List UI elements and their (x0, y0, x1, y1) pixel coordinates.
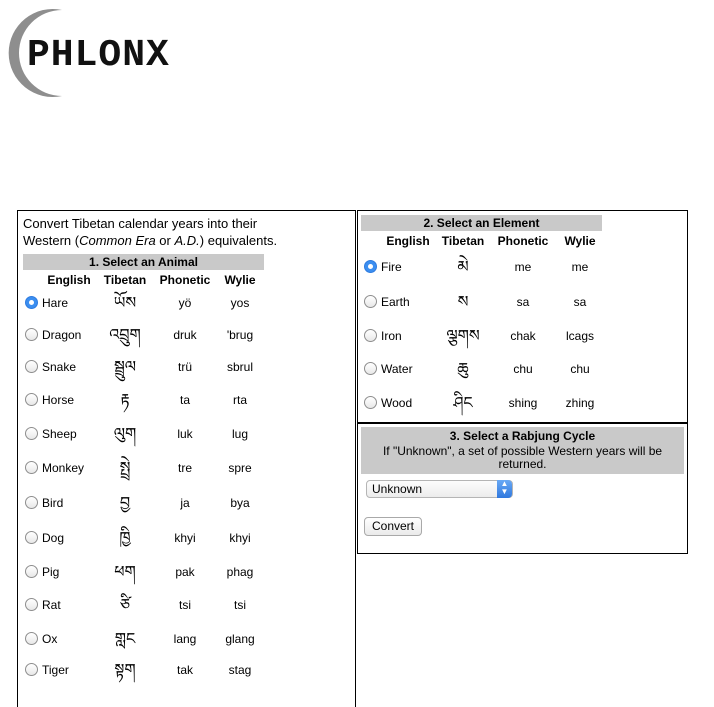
element-english[interactable]: Wood (381, 396, 413, 410)
animal-radio[interactable] (25, 461, 38, 474)
animal-col-wylie: Wylie (224, 273, 256, 287)
element-row (358, 290, 687, 314)
animal-row (18, 323, 355, 347)
animal-phonetic: tak (176, 663, 193, 677)
element-row (358, 324, 687, 348)
animal-tibetan: གླང (114, 629, 136, 648)
element-col-wylie: Wylie (564, 234, 596, 248)
intro-line-2-pre: Western ( (23, 233, 80, 248)
element-tibetan: ཤིང (453, 393, 473, 412)
animal-english[interactable]: Pig (42, 565, 60, 579)
rabjung-note: If "Unknown", a set of possible Western years will be returned. (382, 444, 663, 471)
element-tibetan: ས (457, 292, 469, 311)
element-row (358, 255, 687, 279)
animal-english[interactable]: Ox (42, 632, 58, 646)
element-col-english: English (386, 234, 430, 248)
animal-radio[interactable] (25, 393, 38, 406)
animal-row (18, 291, 355, 315)
intro-ad: A.D. (174, 233, 200, 248)
animal-wylie: stag (228, 663, 252, 677)
animal-radio[interactable] (25, 427, 38, 440)
element-phonetic: shing (508, 396, 538, 410)
animal-radio[interactable] (25, 296, 38, 309)
animal-wylie: khyi (229, 531, 251, 545)
animal-english[interactable]: Horse (42, 393, 75, 407)
animal-tibetan: ཙི (119, 595, 131, 614)
animal-tibetan: སྟག (114, 660, 136, 679)
element-tibetan: ཆུ (457, 359, 469, 378)
animal-tibetan: འབྲུག (109, 325, 141, 344)
element-col-phonetic: Phonetic (497, 234, 549, 248)
animal-english[interactable]: Dragon (42, 328, 82, 342)
intro-text (23, 215, 343, 249)
animal-row (18, 456, 355, 480)
animal-tibetan: སྦྲུལ (113, 357, 137, 376)
animal-english[interactable]: Tiger (42, 663, 69, 677)
animal-english[interactable]: Rat (42, 598, 61, 612)
element-phonetic: chak (510, 329, 536, 343)
animal-row (18, 560, 355, 584)
logo-text: PHLONX (27, 34, 170, 77)
animal-radio[interactable] (25, 598, 38, 611)
animal-wylie: tsi (234, 598, 246, 612)
rabjung-section-heading: 3. Select a Rabjung Cycle (449, 429, 596, 443)
element-wylie: chu (570, 362, 590, 376)
animal-phonetic: yö (178, 296, 192, 310)
rabjung-header (361, 427, 684, 474)
animal-wylie: glang (225, 632, 255, 646)
animal-wylie: lug (231, 427, 248, 441)
animal-english[interactable]: Snake (42, 360, 77, 374)
element-radio[interactable] (364, 396, 377, 409)
animal-phonetic: ta (179, 393, 190, 407)
element-tibetan: མེ (457, 257, 469, 276)
animal-radio[interactable] (25, 360, 38, 373)
animal-tibetan: སྤྲེ (119, 458, 131, 477)
animal-wylie: yos (230, 296, 250, 310)
element-english[interactable]: Earth (381, 295, 410, 309)
element-radio[interactable] (364, 362, 377, 375)
animal-wylie: rta (232, 393, 247, 407)
animal-col-english: English (47, 273, 91, 287)
animal-radio[interactable] (25, 328, 38, 341)
animal-english[interactable]: Hare (42, 296, 69, 310)
element-english[interactable]: Iron (381, 329, 402, 343)
animal-wylie: bya (230, 496, 250, 510)
animal-tibetan: རྟ (120, 390, 130, 409)
intro-line-2-mid: or (155, 233, 175, 248)
animal-phonetic: lang (173, 632, 197, 646)
intro-line-2-post: ) equivalents. (199, 233, 278, 248)
animal-radio[interactable] (25, 531, 38, 544)
animal-panel (17, 210, 356, 707)
animal-col-phonetic: Phonetic (159, 273, 211, 287)
animal-english[interactable]: Monkey (42, 461, 85, 475)
animal-phonetic: tre (177, 461, 192, 475)
animal-wylie: spre (228, 461, 252, 475)
animal-radio[interactable] (25, 632, 38, 645)
animal-row (18, 355, 355, 379)
intro-common-era: Common Era (79, 233, 156, 248)
animal-phonetic: pak (175, 565, 195, 579)
element-radio[interactable] (364, 329, 377, 342)
element-english[interactable]: Water (381, 362, 413, 376)
element-phonetic: sa (516, 295, 530, 309)
animal-english[interactable]: Dog (42, 531, 65, 545)
element-phonetic: me (514, 260, 532, 274)
element-tibetan: ལྕགས (446, 326, 480, 345)
animal-row (18, 388, 355, 412)
animal-col-tibetan: Tibetan (103, 273, 147, 287)
animal-phonetic: trü (177, 360, 192, 374)
element-wylie: me (571, 260, 589, 274)
animal-tibetan: ཁྱི (119, 528, 131, 547)
animal-wylie: phag (226, 565, 254, 579)
animal-row (18, 593, 355, 617)
intro-line-1: Convert Tibetan calendar years into their (23, 216, 258, 231)
animal-english[interactable]: Bird (42, 496, 64, 510)
animal-wylie: 'brug (226, 328, 254, 342)
animal-row (18, 526, 355, 550)
animal-tibetan: ཕག (114, 562, 136, 581)
element-wylie: sa (573, 295, 587, 309)
animal-tibetan: ཡོས (113, 293, 137, 312)
animal-row (18, 627, 355, 651)
animal-row (18, 658, 355, 682)
element-row (358, 391, 687, 415)
convert-button[interactable]: Convert (364, 517, 422, 536)
animal-radio[interactable] (25, 565, 38, 578)
animal-phonetic: druk (173, 328, 197, 342)
element-english[interactable]: Fire (381, 260, 402, 274)
element-wylie: zhing (565, 396, 595, 410)
rabjung-cycle-select[interactable] (366, 480, 513, 498)
element-section-heading: 2. Select an Element (361, 215, 602, 231)
up-down-chevron-icon: ▲ ▼ (497, 480, 512, 498)
element-phonetic: chu (513, 362, 533, 376)
element-wylie: lcags (565, 329, 594, 343)
element-col-tibetan: Tibetan (441, 234, 485, 248)
animal-radio[interactable] (25, 496, 38, 509)
animal-phonetic: tsi (179, 598, 191, 612)
animal-row (18, 491, 355, 515)
animal-phonetic: khyi (174, 531, 196, 545)
rabjung-select-value: Unknown (372, 482, 423, 496)
animal-row (18, 422, 355, 446)
element-panel (357, 210, 688, 423)
rabjung-panel (357, 423, 688, 554)
animal-phonetic: luk (177, 427, 193, 441)
element-row (358, 357, 687, 381)
animal-wylie: sbrul (226, 360, 253, 374)
animal-phonetic: ja (180, 496, 190, 510)
animal-tibetan: བྱ (119, 493, 131, 512)
site-logo[interactable] (0, 6, 220, 98)
element-radio[interactable] (364, 295, 377, 308)
animal-tibetan: ལུག (113, 424, 137, 443)
animal-radio[interactable] (25, 663, 38, 676)
animal-english[interactable]: Sheep (42, 427, 77, 441)
animal-section-heading: 1. Select an Animal (23, 254, 264, 270)
element-radio[interactable] (364, 260, 377, 273)
